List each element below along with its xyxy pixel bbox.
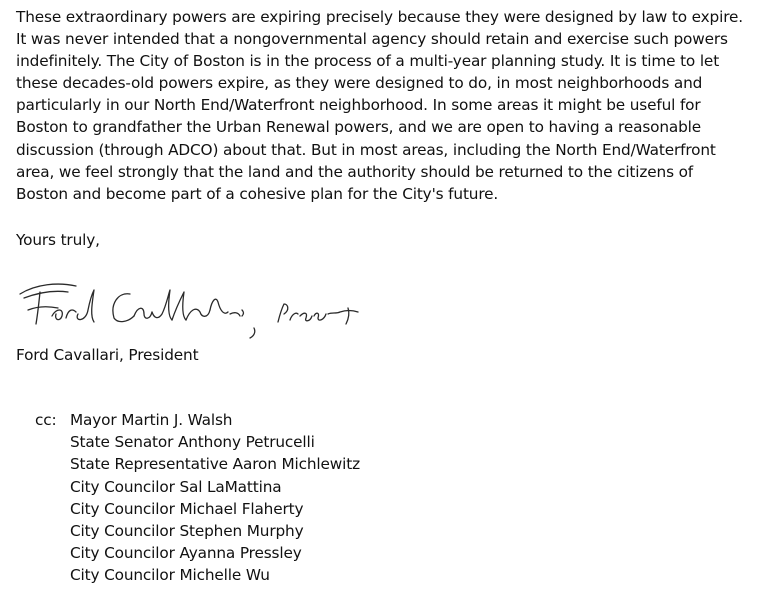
- body-line: area, we feel strongly that the land and the authority should be returned to the citizens of: [16, 162, 694, 181]
- cc-recipient: City Councilor Michael Flaherty: [70, 499, 304, 518]
- body-line: These extraordinary powers are expiring precisely because they were designed by law to expire.: [16, 8, 743, 26]
- handwritten-signature: [18, 270, 378, 340]
- body-line: particularly in our North End/Waterfront neighborhood. In some areas it might be useful for: [16, 96, 701, 115]
- body-line: indefinitely. The City of Boston is in the process of a multi-year planning study. It is time to let: [16, 52, 720, 71]
- letter-page: [16, 0, 752, 593]
- cc-label: cc:: [35, 411, 57, 429]
- body-paragraph: [16, 6, 752, 205]
- cc-recipient-list: [70, 409, 360, 587]
- cc-recipient: State Representative Aaron Michlewitz: [70, 455, 360, 474]
- cc-recipient: City Councilor Sal LaMattina: [70, 477, 282, 496]
- cc-recipient: City Councilor Stephen Murphy: [70, 521, 304, 540]
- cc-recipient: Mayor Martin J. Walsh: [70, 411, 233, 429]
- body-line: Boston to grandfather the Urban Renewal powers, and we are open to having a reasonable: [16, 118, 702, 137]
- cc-recipient: City Councilor Ayanna Pressley: [70, 544, 302, 563]
- cc-recipient: City Councilor Michelle Wu: [70, 566, 270, 585]
- body-line: discussion (through ADCO) about that. But in most areas, including the North End/Waterfront: [16, 140, 716, 159]
- body-line: these decades-old powers expire, as they were designed to do, in most neighborhoods and: [16, 74, 703, 93]
- cc-recipient: State Senator Anthony Petrucelli: [70, 433, 315, 452]
- closing-salutation: Yours truly,: [16, 231, 100, 249]
- body-line: It was never intended that a nongovernmental agency should retain and exercise such powers: [16, 30, 728, 49]
- signer-name: Ford Cavallari, President: [16, 346, 199, 364]
- body-line: Boston and become part of a cohesive plan for the City's future.: [16, 184, 499, 203]
